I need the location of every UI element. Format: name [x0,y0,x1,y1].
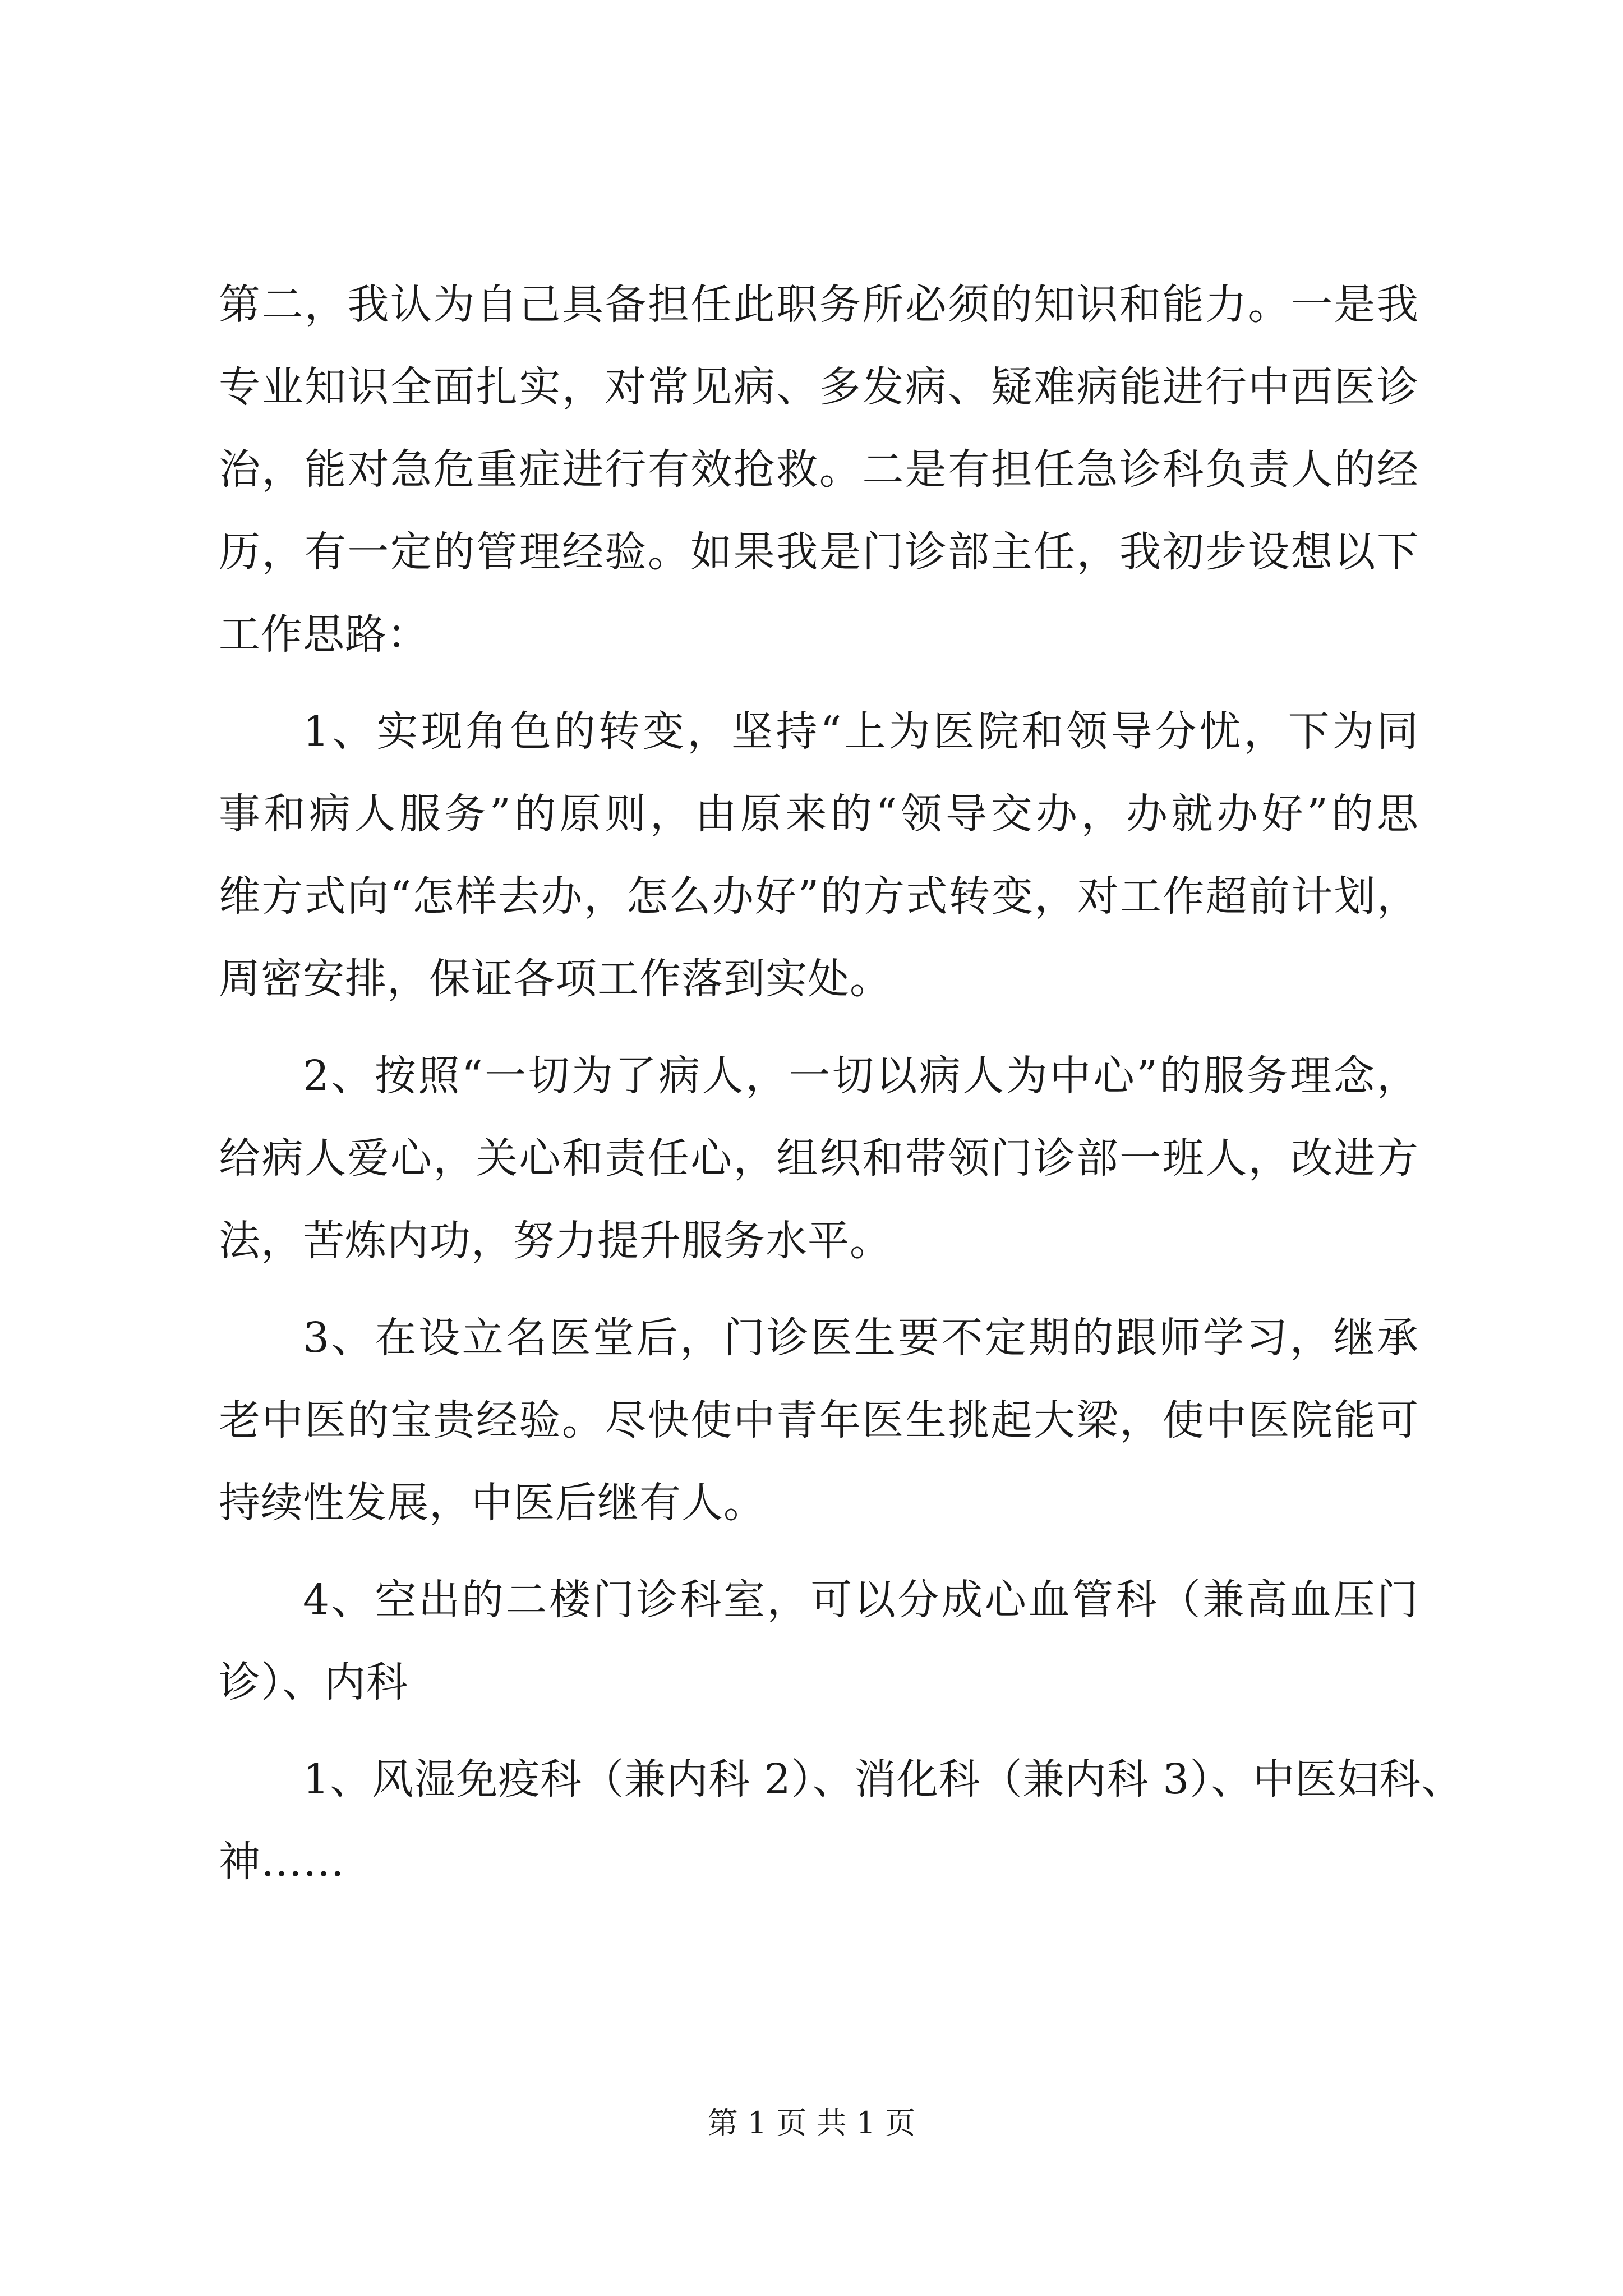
text-line: 1、实现角色的转变，坚持“上为医院和领导分忧，下为同 [303,707,1419,756]
text-line: 第二，我认为自己具备担任此职务所必须的知识和能力。一是我 [219,280,1419,329]
document-body [219,264,1464,1903]
paragraph-item-3 [219,1297,1419,1544]
text-line: 历，有一定的管理经验。如果我是门诊部主任，我初步设想以下 [219,528,1419,576]
text-line: 诊）、内科 [219,1658,408,1706]
page-number-footer: 第 1 页 共 1 页 [707,2105,916,2141]
text-line: 给病人爱心，关心和责任心，组织和带领门诊部一班人，改进方 [219,1134,1419,1182]
text-line: 1、风湿免疫科（兼内科 2）、消化科（兼内科 3）、中医妇科、 [303,1755,1464,1803]
text-line: 4、空出的二楼门诊科室，可以分成心血管科（兼高血压门 [303,1576,1419,1624]
text-line: 2、按照“一切为了病人，一切以病人为中心”的服务理念， [303,1052,1419,1100]
text-line: 神…… [219,1838,345,1886]
text-line: 周密安排，保证各项工作落到实处。 [219,955,892,1003]
text-line: 工作思路： [219,610,429,659]
text-line: 维方式向“怎样去办，怎么办好”的方式转变，对工作超前计划， [219,872,1419,921]
text-line: 老中医的宝贵经验。尽快使中青年医生挑起大梁，使中医院能可 [219,1396,1419,1444]
text-line: 专业知识全面扎实，对常见病、多发病、疑难病能进行中西医诊 [219,363,1419,411]
paragraph-item-2 [219,1035,1419,1282]
text-line: 治，能对急危重症进行有效抢救。二是有担任急诊科负责人的经 [219,445,1419,494]
text-line: 法，苦炼内功，努力提升服务水平。 [219,1217,892,1265]
paragraph-item-1 [219,691,1419,1020]
paragraph-item-4 [219,1559,1419,1724]
text-line: 持续性发展，中医后继有人。 [219,1479,766,1527]
paragraph-intro [219,264,1419,676]
paragraph-item-5 [219,1738,1464,1903]
text-line: 3、在设立名医堂后，门诊医生要不定期的跟师学习，继承 [303,1314,1419,1362]
text-line: 事和病人服务”的原则，由原来的“领导交办，办就办好”的思 [219,790,1419,838]
